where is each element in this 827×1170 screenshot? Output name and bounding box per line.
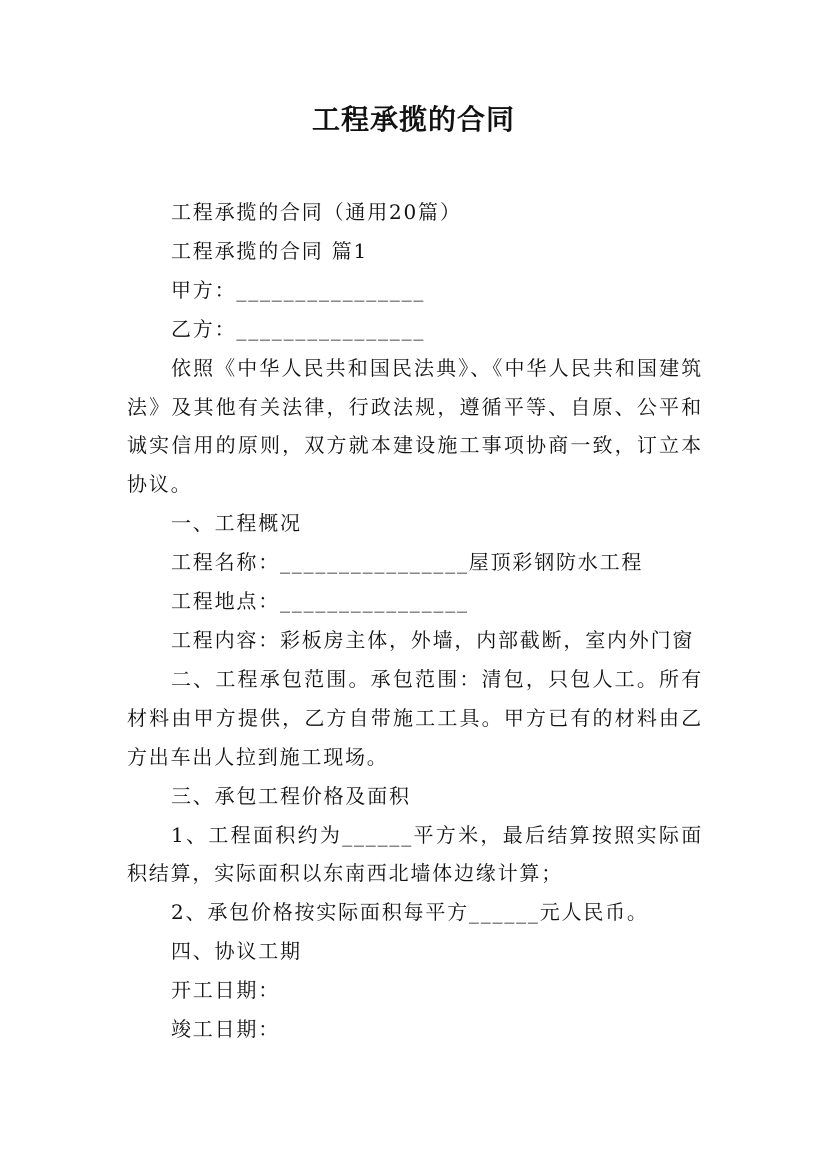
paragraph-clause-3-item-2: 2、承包价格按实际面积每平方______元人民币。: [171, 900, 649, 925]
document-body: [127, 193, 703, 1049]
paragraph-clause-3-item-1: 1、工程面积约为______平方米，最后结算按照实际面积结算，实际面积以东南西北墙体边缘计算；: [127, 822, 703, 886]
paragraph-project-content: 工程内容：彩板房主体，外墙，内部截断，室内外门窗: [171, 627, 695, 652]
paragraph-section-heading: 工程承揽的合同 篇1: [171, 238, 369, 263]
paragraph-start-date: 开工日期：: [171, 978, 280, 1003]
paragraph-party-a: 甲方：________________: [171, 277, 426, 302]
paragraph-clause-4-heading: 四、协议工期: [171, 939, 302, 964]
paragraph-preamble: 依照《中华人民共和国民法典》、《中华人民共和国建筑法》及其他有关法律，行政法规，遵循平等、自原、公平和诚实信用的原则，双方就本建设施工事项协商一致，订立本协议。: [127, 355, 703, 497]
paragraph-project-location: 工程地点：________________: [171, 589, 469, 614]
document-title: 工程承揽的合同: [311, 103, 515, 136]
paragraph-party-b: 乙方：________________: [171, 316, 426, 341]
paragraph-clause-3-heading: 三、承包工程价格及面积: [171, 783, 411, 808]
paragraph-subtitle: 工程承揽的合同（通用20篇）: [171, 200, 462, 224]
paragraph-clause-2: 二、工程承包范围。承包范围：清包，只包人工。所有材料由甲方提供，乙方自带施工工具。甲方已有的材料由乙方出车出人拉到施工现场。: [127, 666, 703, 769]
paragraph-completion-date: 竣工日期：: [171, 1017, 280, 1042]
paragraph-project-name: 工程名称：________________屋顶彩钢防水工程: [171, 550, 644, 575]
paragraph-clause-1-heading: 一、工程概况: [171, 511, 302, 536]
